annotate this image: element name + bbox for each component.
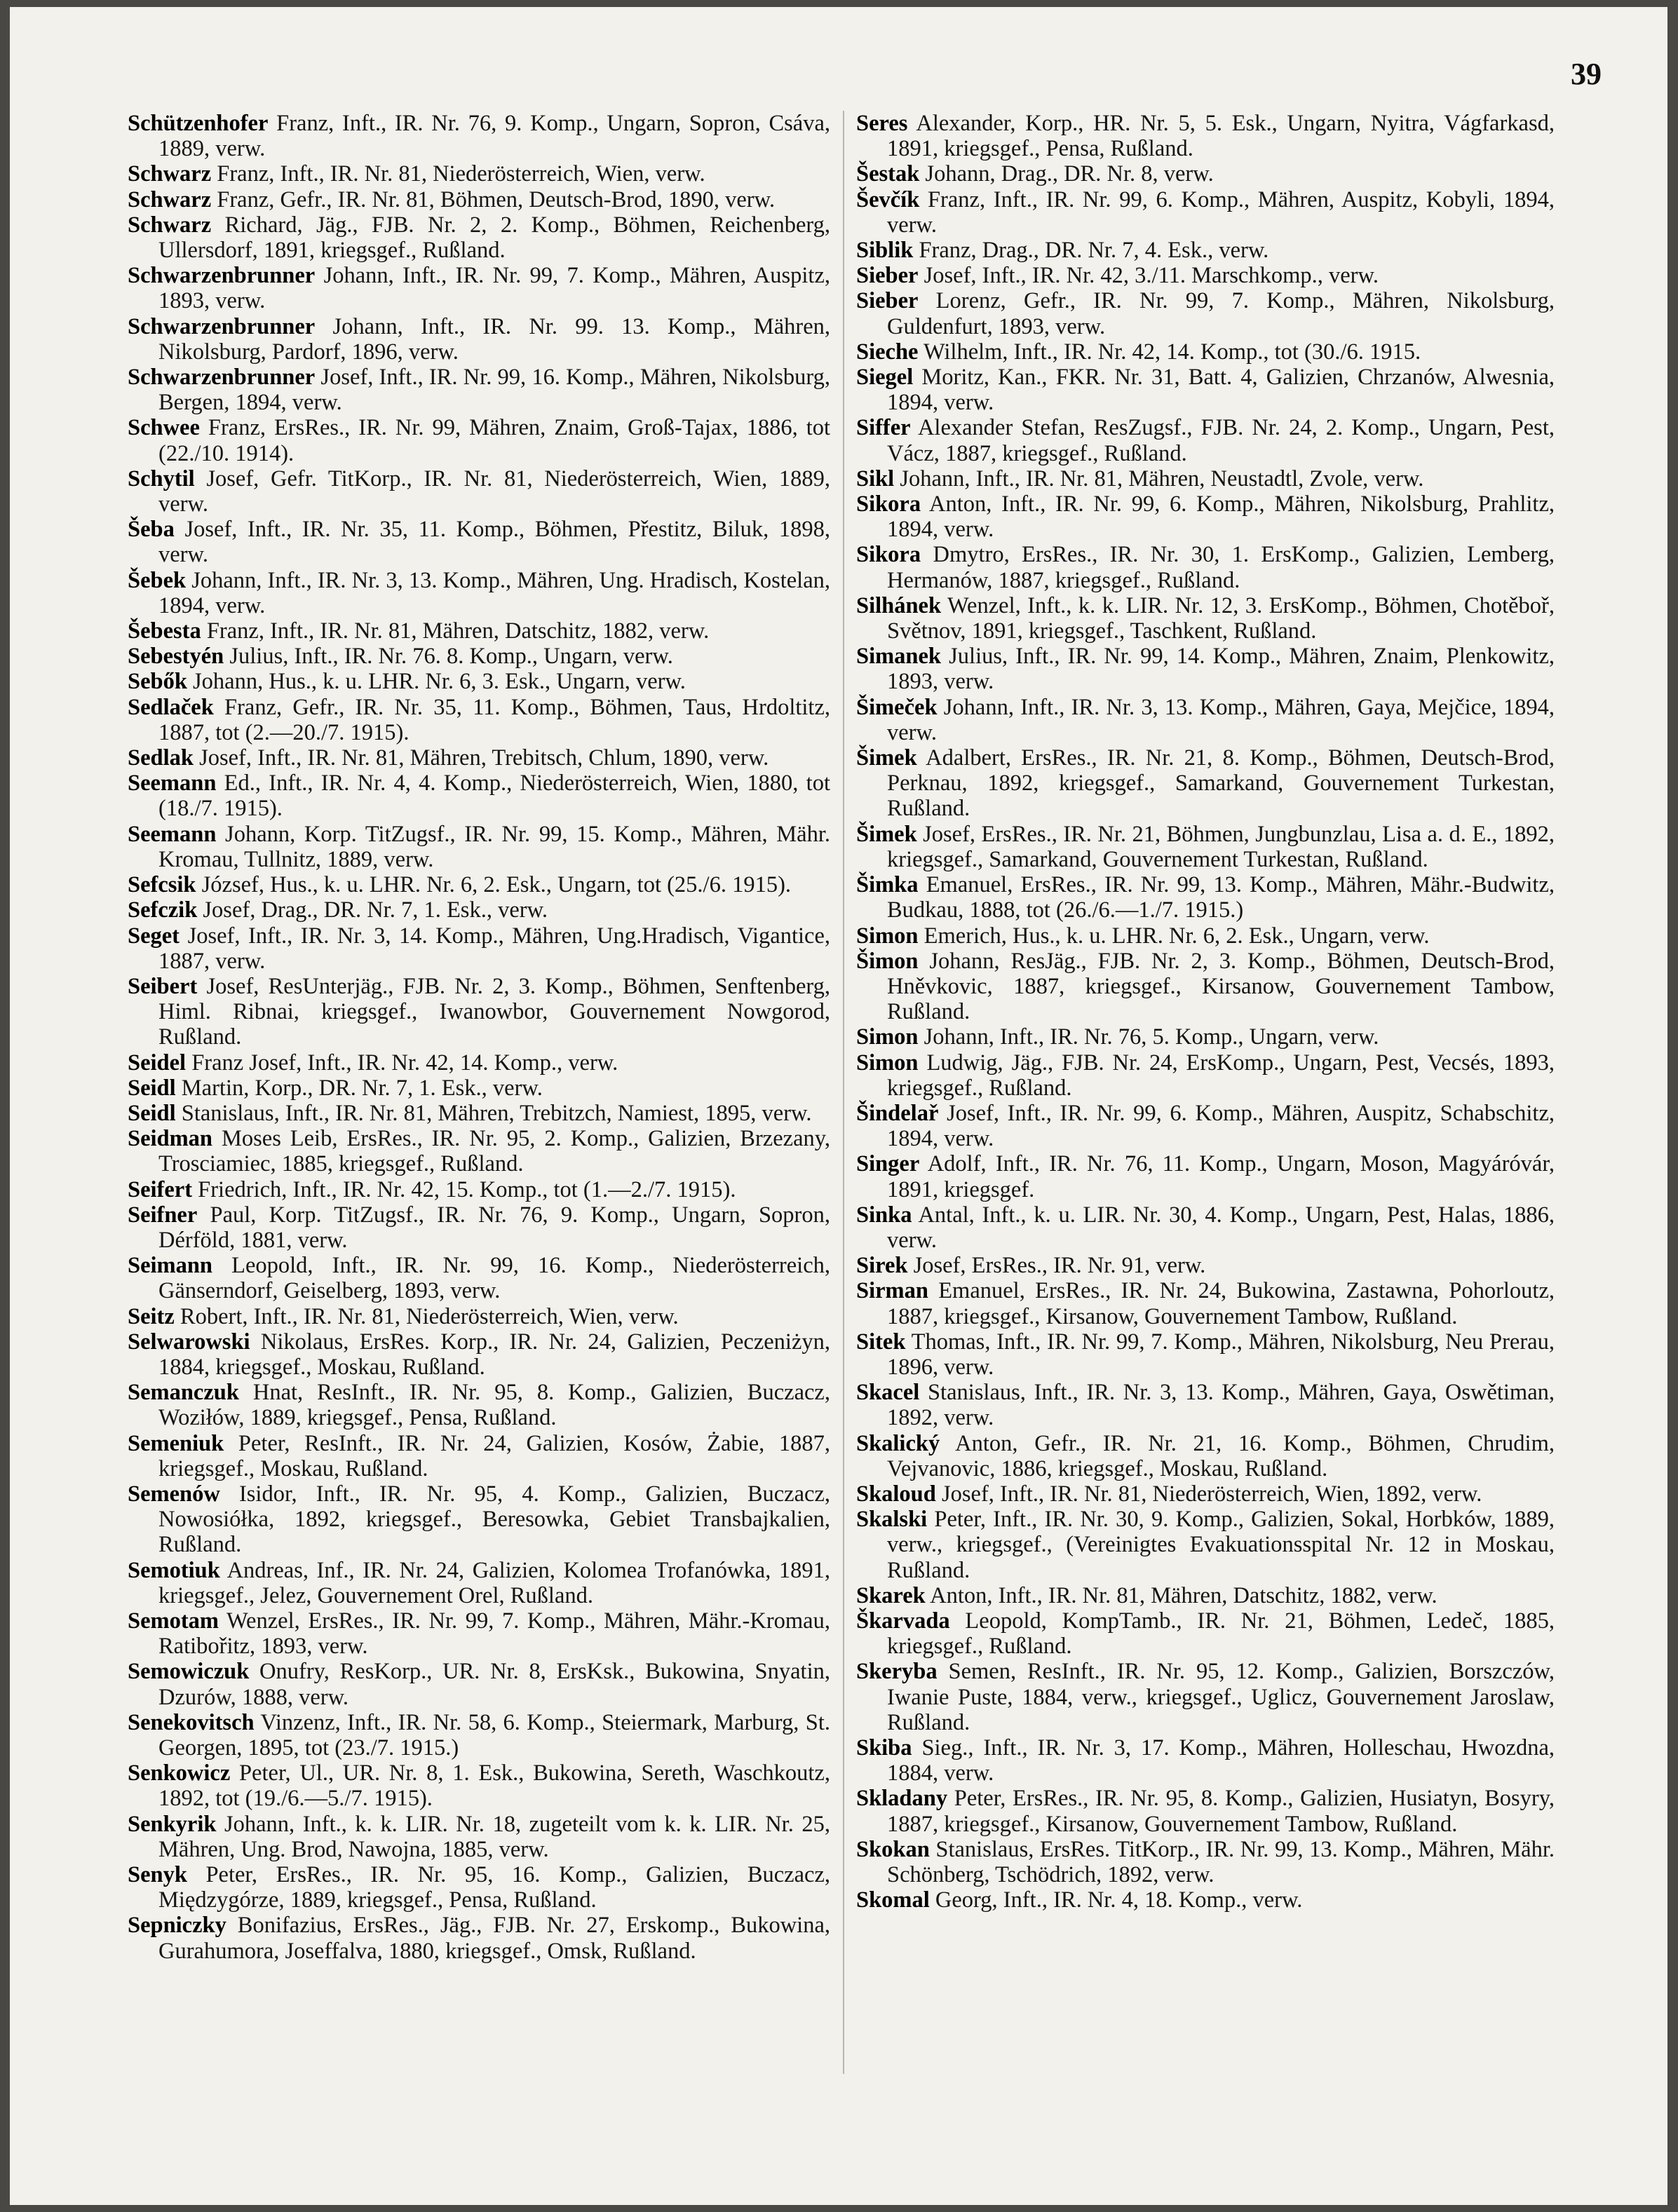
register-entry <box>856 1659 1555 1735</box>
entry-details: Franz, Inft., IR. Nr. 81, Niederösterreich, Wien, verw. <box>217 161 705 187</box>
entry-surname: Seemann <box>128 821 217 847</box>
register-entry <box>856 263 1555 288</box>
register-entry <box>856 1278 1555 1329</box>
entry-details: Isidor, Inft., IR. Nr. 95, 4. Komp., Galizien, Buczacz, Nowosiółka, 1892, kriegsgef., Beresowka, Gebiet Transbajkalien, Rußland. <box>158 1481 830 1558</box>
register-entry <box>856 872 1555 923</box>
entry-details: Moses Leib, ErsRes., IR. Nr. 95, 2. Komp., Galizien, Brzezany, Trosciamiec, 1885, kriegsgef., Rußland. <box>158 1126 831 1177</box>
entry-details: Martin, Korp., DR. Nr. 7, 1. Esk., verw. <box>181 1075 543 1101</box>
entry-surname: Sedlak <box>128 745 194 771</box>
entry-surname: Skalický <box>856 1430 940 1456</box>
register-entry <box>128 1177 830 1202</box>
entry-details: Leopold, Inft., IR. Nr. 99, 16. Komp., Niederösterreich, Gänserndorf, Geiselberg, 1893, verw. <box>158 1253 830 1304</box>
entry-details: Franz, Drag., DR. Nr. 7, 4. Esk., verw. <box>919 238 1269 264</box>
entry-details: Richard, Jäg., FJB. Nr. 2, 2. Komp., Böhmen, Reichenberg, Ullersdorf, 1891, kriegsgef., Rußland. <box>158 212 830 264</box>
register-entry <box>856 1024 1555 1050</box>
entry-details: Stanislaus, Inft., IR. Nr. 81, Mähren, Trebitzch, Namiest, 1895, verw. <box>181 1100 812 1126</box>
entry-surname: Skarek <box>856 1582 926 1608</box>
entry-surname: Šebek <box>128 567 187 593</box>
entry-details: Antal, Inft., k. u. LIR. Nr. 30, 4. Komp., Ungarn, Pest, Halas, 1886, verw. <box>887 1202 1555 1253</box>
entry-details: Wenzel, Inft., k. k. LIR. Nr. 12, 3. ErsKomp., Böhmen, Chotěboř, Světnov, 1891, kriegsgef., Taschkent, Rußland. <box>887 592 1555 644</box>
entry-surname: Seibert <box>128 973 198 999</box>
register-entry <box>856 1583 1555 1608</box>
entry-details: Johann, Inft., IR. Nr. 3, 13. Komp., Mähren, Gaya, Mejčice, 1894, verw. <box>887 694 1555 745</box>
entry-details: Josef, Inft., IR. Nr. 35, 11. Komp., Böhmen, Přestitz, Biluk, 1898, verw. <box>158 517 831 568</box>
register-entry <box>856 695 1555 745</box>
register-entry <box>128 1380 830 1430</box>
register-entry <box>128 897 830 923</box>
register-entry <box>128 644 830 669</box>
register-entry <box>856 1431 1555 1481</box>
register-entry <box>856 593 1555 644</box>
entry-surname: Skomal <box>856 1887 930 1913</box>
entry-surname: Sebestyén <box>128 644 224 670</box>
entry-details: Franz, ErsRes., IR. Nr. 99, Mähren, Znaim, Groß-Tajax, 1886, tot (22./10. 1914). <box>158 415 831 466</box>
entry-surname: Sefczik <box>128 897 198 923</box>
entry-surname: Senyk <box>128 1862 187 1888</box>
entry-details: Ludwig, Jäg., FJB. Nr. 24, ErsKomp., Ungarn, Pest, Vecsés, 1893, kriegsgef., Rußland. <box>887 1050 1555 1101</box>
entry-surname: Semotam <box>128 1608 219 1634</box>
register-entry <box>128 365 830 415</box>
register-entry <box>128 1304 830 1329</box>
entry-details: Johann, Drag., DR. Nr. 8, verw. <box>925 161 1214 187</box>
entry-details: Moritz, Kan., FKR. Nr. 31, Batt. 4, Galizien, Chrzanów, Alwesnia, 1894, verw. <box>887 365 1555 416</box>
register-entry <box>128 1760 830 1811</box>
entry-surname: Seimann <box>128 1253 213 1279</box>
register-entry <box>128 1431 830 1481</box>
register-entry <box>856 1151 1555 1202</box>
entry-surname: Senkowicz <box>128 1760 231 1786</box>
entry-surname: Simon <box>856 1050 919 1076</box>
register-entry <box>128 517 830 567</box>
entry-surname: Seidel <box>128 1050 187 1076</box>
entry-surname: Siblik <box>856 238 914 264</box>
entry-details: Franz, Gefr., IR. Nr. 35, 11. Komp., Böhmen, Taus, Hrdoltitz, 1887, tot (2.—20./7. 1915). <box>158 694 831 745</box>
entry-details: Wilhelm, Inft., IR. Nr. 42, 14. Komp., tot (30./6. 1915. <box>923 339 1421 365</box>
register-entry <box>856 822 1555 872</box>
register-entry <box>856 949 1555 1025</box>
entry-surname: Siffer <box>856 415 911 441</box>
register-entry <box>128 1862 830 1913</box>
register-entry <box>128 212 830 263</box>
register-entry <box>128 618 830 644</box>
entry-surname: Sebők <box>128 669 187 695</box>
entry-surname: Šebesta <box>128 618 201 644</box>
register-entry <box>856 542 1555 592</box>
register-entry <box>128 1101 830 1126</box>
register-entry <box>128 263 830 313</box>
entry-details: Josef, Gefr. TitKorp., IR. Nr. 81, Niederösterreich, Wien, 1889, verw. <box>158 466 831 517</box>
entry-details: Josef, ErsRes., IR. Nr. 21, Böhmen, Jungbunzlau, Lisa a. d. E., 1892, kriegsgef., Samarkand, Gouvernement Turkestan, Rußland. <box>887 821 1555 872</box>
entry-details: Johann, Inft., IR. Nr. 99, 7. Komp., Mähren, Auspitz, 1893, verw. <box>158 263 830 314</box>
register-entry <box>856 1380 1555 1430</box>
entry-details: Johann, Hus., k. u. LHR. Nr. 6, 3. Esk., Ungarn, verw. <box>193 669 686 695</box>
entry-details: Georg, Inft., IR. Nr. 4, 18. Komp., verw. <box>935 1887 1303 1913</box>
register-entry <box>856 1101 1555 1151</box>
entry-details: Josef, Inft., IR. Nr. 3, 14. Komp., Mähren, Ung.Hradisch, Vigantice, 1887, verw. <box>158 923 831 974</box>
entry-details: Vinzenz, Inft., IR. Nr. 58, 6. Komp., Steiermark, Marburg, St. Georgen, 1895, tot (23./7. 1915.) <box>158 1709 830 1760</box>
entry-details: Franz Josef, Inft., IR. Nr. 42, 14. Komp., verw. <box>191 1050 618 1076</box>
entry-surname: Sitek <box>856 1329 906 1355</box>
entry-details: Peter, ResInft., IR. Nr. 24, Galizien, Kosów, Żabie, 1887, kriegsgef., Moskau, Rußland. <box>158 1430 831 1481</box>
entry-surname: Seifert <box>128 1176 193 1202</box>
register-entry <box>856 644 1555 694</box>
entry-surname: Skladany <box>856 1786 948 1812</box>
entry-details: Onufry, ResKorp., UR. Nr. 8, ErsKsk., Bukowina, Snyatin, Dzurów, 1888, verw. <box>158 1659 830 1710</box>
entry-surname: Schwarz <box>128 161 212 187</box>
entry-surname: Singer <box>856 1151 920 1177</box>
entry-surname: Schwarzenbrunner <box>128 365 316 391</box>
entry-details: Peter, Inft., IR. Nr. 30, 9. Komp., Galizien, Sokal, Horbków, 1889, verw., kriegsgef., (Vereinigtes Evakuationsspital Nr. 12 in Moskau, Rußland. <box>887 1507 1555 1583</box>
entry-surname: Šimek <box>856 821 917 847</box>
entry-surname: Šindelař <box>856 1100 939 1126</box>
entry-details: Alexander Stefan, ResZugsf., FJB. Nr. 24, 2. Komp., Ungarn, Pest, Vácz, 1887, kriegsgef., Rußland. <box>887 415 1555 466</box>
register-entry <box>856 1050 1555 1101</box>
register-entry <box>856 745 1555 822</box>
entry-surname: Seget <box>128 923 180 949</box>
entry-details: Johann, Inft., IR. Nr. 76, 5. Komp., Ungarn, verw. <box>923 1024 1379 1050</box>
entry-details: Johann, ResJäg., FJB. Nr. 2, 3. Komp., Böhmen, Deutsch-Brod, Hněvkovic, 1887, kriegsgef., Kirsanow, Gouvernement Tambow, Rußland. <box>887 948 1555 1025</box>
register-entry <box>128 415 830 466</box>
entry-surname: Sepniczky <box>128 1913 226 1939</box>
register-entry <box>856 238 1555 263</box>
entry-details: Adolf, Inft., IR. Nr. 76, 11. Komp., Ungarn, Moson, Magyáróvár, 1891, kriegsgef. <box>887 1151 1555 1202</box>
register-entry <box>128 1126 830 1176</box>
register-entry <box>128 111 830 161</box>
entry-surname: Seidl <box>128 1075 176 1101</box>
entry-details: Alexander, Korp., HR. Nr. 5, 5. Esk., Ungarn, Nyitra, Vágfarkasd, 1891, kriegsgef., Pensa, Rußland. <box>887 111 1555 162</box>
register-entry <box>856 1837 1555 1887</box>
entry-surname: Skalski <box>856 1507 928 1533</box>
register-entry <box>128 1050 830 1076</box>
entry-surname: Siegel <box>856 365 914 391</box>
entry-surname: Šestak <box>856 161 920 187</box>
entry-details: Semen, ResInft., IR. Nr. 95, 12. Komp., Galizien, Borszczów, Iwanie Puste, 1884, verw., kriegsgef., Uglicz, Gouvernement Jaroslaw, Rußland. <box>887 1659 1555 1735</box>
entry-details: Sieg., Inft., IR. Nr. 3, 17. Komp., Mähren, Holleschau, Hwozdna, 1884, verw. <box>887 1735 1555 1786</box>
column-divider <box>843 111 844 2074</box>
entry-details: Paul, Korp. TitZugsf., IR. Nr. 76, 9. Komp., Ungarn, Sopron, Dérföld, 1881, verw. <box>158 1202 830 1253</box>
right-column <box>856 111 1555 1913</box>
entry-details: Johann, Inft., IR. Nr. 3, 13. Komp., Mähren, Ung. Hradisch, Kostelan, 1894, verw. <box>158 567 831 618</box>
entry-details: Robert, Inft., IR. Nr. 81, Niederösterreich, Wien, verw. <box>180 1303 679 1329</box>
entry-details: Anton, Inft., IR. Nr. 99, 6. Komp., Mähren, Nikolsburg, Prahlitz, 1894, verw. <box>887 491 1555 543</box>
register-entry <box>856 187 1555 238</box>
entry-details: Stanislaus, Inft., IR. Nr. 3, 13. Komp., Mähren, Gaya, Oswětiman, 1892, verw. <box>887 1380 1555 1431</box>
entry-surname: Sikl <box>856 466 895 491</box>
entry-surname: Šimeček <box>856 694 938 720</box>
register-entry <box>856 365 1555 415</box>
entry-surname: Sieber <box>856 263 919 289</box>
register-entry <box>128 771 830 821</box>
entry-surname: Schwarz <box>128 186 212 212</box>
entry-surname: Semeniuk <box>128 1430 224 1456</box>
entry-details: Johann, Inft., IR. Nr. 81, Mähren, Neustadtl, Zvole, verw. <box>900 466 1424 491</box>
entry-details: Wenzel, ErsRes., IR. Nr. 99, 7. Komp., Mähren, Mähr.-Kromau, Ratibořitz, 1893, verw. <box>158 1608 830 1660</box>
entry-surname: Skiba <box>856 1735 912 1760</box>
entry-surname: Silhánek <box>856 592 942 618</box>
register-entry <box>856 491 1555 542</box>
entry-details: Emanuel, ErsRes., IR. Nr. 99, 13. Komp., Mähren, Mähr.-Budwitz, Budkau, 1888, tot (26./6.—1./7. 1915.) <box>887 872 1555 923</box>
entry-surname: Simanek <box>856 644 942 670</box>
entry-details: Johann, Korp. TitZugsf., IR. Nr. 99, 15. Komp., Mähren, Mähr. Kromau, Tullnitz, 1889, verw. <box>158 821 831 872</box>
entry-surname: Seidl <box>128 1100 176 1126</box>
entry-details: Thomas, Inft., IR. Nr. 99, 7. Komp., Mähren, Nikolsburg, Neu Prerau, 1896, verw. <box>887 1329 1555 1380</box>
entry-surname: Schwee <box>128 415 200 441</box>
entry-surname: Skaloud <box>856 1481 936 1507</box>
entry-details: Franz, Inft., IR. Nr. 76, 9. Komp., Ungarn, Sopron, Csáva, 1889, verw. <box>158 111 831 162</box>
entry-surname: Šeba <box>128 517 175 543</box>
entry-surname: Ševčík <box>856 186 920 212</box>
entry-details: Anton, Inft., IR. Nr. 81, Mähren, Datschitz, 1882, verw. <box>930 1582 1437 1608</box>
entry-details: Franz, Inft., IR. Nr. 81, Mähren, Datschitz, 1882, verw. <box>206 618 710 644</box>
page-number: 39 <box>1571 57 1602 91</box>
entry-surname: Škarvada <box>856 1608 950 1634</box>
entry-details: Nikolaus, ErsRes. Korp., IR. Nr. 24, Galizien, Peczeniżyn, 1884, kriegsgef., Moskau, Rußland. <box>158 1329 830 1380</box>
entry-surname: Seifner <box>128 1202 198 1228</box>
entry-surname: Schwarzenbrunner <box>128 313 316 339</box>
entry-surname: Sefcsik <box>128 872 196 898</box>
register-entry <box>128 1253 830 1303</box>
entry-details: Dmytro, ErsRes., IR. Nr. 30, 1. ErsKomp., Galizien, Lemberg, Hermanów, 1887, kriegsgef., Rußland. <box>887 542 1555 593</box>
entry-details: Bonifazius, ErsRes., Jäg., FJB. Nr. 27, Erskomp., Bukowina, Gurahumora, Joseffalva, 1880, kriegsgef., Omsk, Rußland. <box>158 1913 831 1964</box>
entry-details: Friedrich, Inft., IR. Nr. 42, 15. Komp., tot (1.—2./7. 1915). <box>198 1176 736 1202</box>
entry-surname: Seitz <box>128 1303 175 1329</box>
entry-details: Josef, Inft., IR. Nr. 81, Mähren, Trebitsch, Chlum, 1890, verw. <box>199 745 769 771</box>
register-entry <box>856 161 1555 186</box>
entry-surname: Semanczuk <box>128 1380 239 1406</box>
register-entry <box>856 415 1555 466</box>
entry-details: Josef, ErsRes., IR. Nr. 91, verw. <box>913 1253 1206 1279</box>
entry-surname: Selwarowski <box>128 1329 250 1355</box>
register-entry <box>128 822 830 872</box>
entry-surname: Šimek <box>856 745 917 771</box>
entry-surname: Skokan <box>856 1836 930 1862</box>
entry-details: Josef, Inft., IR. Nr. 99, 6. Komp., Mähren, Auspitz, Schabschitz, 1894, verw. <box>887 1100 1555 1152</box>
entry-details: Josef, ResUnterjäg., FJB. Nr. 2, 3. Komp., Böhmen, Senftenberg, Himl. Ribnai, kriegsgef., Iwanowbor, Gouvernement Nowgorod, Rußland. <box>158 973 831 1050</box>
register-entry <box>128 314 830 365</box>
register-entry <box>856 1786 1555 1836</box>
entry-details: Emerich, Hus., k. u. LHR. Nr. 6, 2. Esk., Ungarn, verw. <box>923 923 1430 949</box>
register-entry <box>856 1887 1555 1913</box>
entry-surname: Simon <box>856 1024 919 1050</box>
entry-surname: Schützenhofer <box>128 111 269 136</box>
entry-surname: Sikora <box>856 491 921 517</box>
entry-surname: Semenów <box>128 1481 220 1507</box>
register-entry <box>128 1558 830 1608</box>
register-entry <box>856 1253 1555 1278</box>
register-entry <box>128 1812 830 1862</box>
entry-surname: Sedlaček <box>128 694 214 720</box>
entry-details: Franz, Inft., IR. Nr. 99, 6. Komp., Mähren, Auspitz, Kobyli, 1894, verw. <box>887 186 1555 238</box>
entry-surname: Sieber <box>856 288 919 314</box>
entry-surname: Sirman <box>856 1278 928 1304</box>
register-entry <box>128 1076 830 1101</box>
register-entry <box>856 923 1555 949</box>
entry-surname: Skeryba <box>856 1659 938 1685</box>
entry-surname: Skacel <box>856 1380 920 1406</box>
entry-details: Anton, Gefr., IR. Nr. 21, 16. Komp., Böhmen, Chrudim, Vejvanovic, 1886, kriegsgef., Moskau, Rußland. <box>887 1430 1555 1481</box>
entry-details: József, Hus., k. u. LHR. Nr. 6, 2. Esk., Ungarn, tot (25./6. 1915). <box>201 872 792 898</box>
entry-details: Leopold, KompTamb., IR. Nr. 21, Böhmen, Ledeč, 1885, kriegsgef., Rußland. <box>887 1608 1555 1660</box>
register-entry <box>856 288 1555 339</box>
register-entry <box>128 1913 830 1963</box>
entry-surname: Sieche <box>856 339 919 365</box>
register-entry <box>128 1608 830 1659</box>
entry-details: Emanuel, ErsRes., IR. Nr. 24, Bukowina, Zastawna, Pohorloutz, 1887, kriegsgef., Kirsanow, Gouvernement Tambow, Rußland. <box>887 1278 1555 1329</box>
register-entry <box>856 466 1555 491</box>
register-entry <box>128 1710 830 1760</box>
register-entry <box>856 339 1555 365</box>
left-column <box>128 111 830 1964</box>
entry-surname: Simon <box>856 923 919 949</box>
entry-details: Johann, Inft., k. k. LIR. Nr. 18, zugeteilt vom k. k. LIR. Nr. 25, Mähren, Ung. Brod, Nawojna, 1885, verw. <box>158 1811 830 1862</box>
register-entry <box>856 1329 1555 1380</box>
register-entry <box>128 1329 830 1380</box>
entry-surname: Senkyrik <box>128 1811 217 1837</box>
entry-details: Ed., Inft., IR. Nr. 4, 4. Komp., Niederösterreich, Wien, 1880, tot (18./7. 1915). <box>158 771 830 822</box>
register-entry <box>128 669 830 694</box>
entry-details: Josef, Inft., IR. Nr. 42, 3./11. Marschkomp., verw. <box>923 263 1379 289</box>
entry-surname: Semowiczuk <box>128 1659 250 1685</box>
document-page <box>10 7 1667 2205</box>
entry-details: Andreas, Inf., IR. Nr. 24, Galizien, Kolomea Trofanówka, 1891, kriegsgef., Jelez, Gouvernement Orel, Rußland. <box>158 1557 830 1608</box>
entry-details: Peter, ErsRes., IR. Nr. 95, 8. Komp., Galizien, Husiatyn, Bosyry, 1887, kriegsgef., Kirsanow, Gouvernement Tambow, Rußland. <box>887 1786 1555 1837</box>
register-entry <box>128 872 830 897</box>
register-entry <box>128 1659 830 1709</box>
register-entry <box>856 111 1555 161</box>
register-entry <box>128 695 830 745</box>
register-entry <box>856 1481 1555 1507</box>
entry-surname: Schytil <box>128 466 195 491</box>
entry-details: Hnat, ResInft., IR. Nr. 95, 8. Komp., Galizien, Buczacz, Woziłów, 1889, kriegsgef., Pensa, Rußland. <box>158 1380 830 1431</box>
entry-details: Josef, Inft., IR. Nr. 99, 16. Komp., Mähren, Nikolsburg, Bergen, 1894, verw. <box>158 365 830 416</box>
entry-details: Julius, Inft., IR. Nr. 99, 14. Komp., Mähren, Znaim, Plenkowitz, 1893, verw. <box>887 644 1555 695</box>
register-entry <box>856 1735 1555 1786</box>
register-entry <box>128 974 830 1050</box>
register-entry <box>128 1481 830 1558</box>
entry-details: Peter, ErsRes., IR. Nr. 95, 16. Komp., Galizien, Buczacz, Międzygórze, 1889, kriegsgef., Pensa, Rußland. <box>158 1862 830 1913</box>
entry-surname: Šimka <box>856 872 919 898</box>
entry-surname: Seidman <box>128 1126 213 1152</box>
entry-surname: Sinka <box>856 1202 912 1228</box>
register-entry <box>856 1507 1555 1583</box>
entry-surname: Senekovitsch <box>128 1709 255 1735</box>
entry-details: Julius, Inft., IR. Nr. 76. 8. Komp., Ungarn, verw. <box>229 644 673 670</box>
register-entry <box>128 923 830 974</box>
entry-surname: Seres <box>856 111 908 136</box>
register-entry <box>128 466 830 517</box>
register-entry <box>856 1608 1555 1659</box>
entry-details: Johann, Inft., IR. Nr. 99. 13. Komp., Mähren, Nikolsburg, Pardorf, 1896, verw. <box>158 313 830 365</box>
entry-details: Adalbert, ErsRes., IR. Nr. 21, 8. Komp., Böhmen, Deutsch-Brod, Perknau, 1892, kriegsgef., Samarkand, Gouvernement Turkestan, Rußland. <box>887 745 1555 822</box>
entry-details: Josef, Inft., IR. Nr. 81, Niederösterreich, Wien, 1892, verw. <box>941 1481 1482 1507</box>
entry-surname: Šimon <box>856 948 919 974</box>
entry-details: Stanislaus, ErsRes. TitKorp., IR. Nr. 99, 13. Komp., Mähren, Mähr. Schönberg, Tschödrich, 1892, verw. <box>887 1836 1555 1888</box>
entry-details: Josef, Drag., DR. Nr. 7, 1. Esk., verw. <box>203 897 548 923</box>
entry-details: Peter, Ul., UR. Nr. 8, 1. Esk., Bukowina, Sereth, Waschkoutz, 1892, tot (19./6.—5./7. 1915). <box>158 1760 830 1812</box>
register-entry <box>128 568 830 618</box>
entry-surname: Sikora <box>856 542 921 568</box>
entry-details: Franz, Gefr., IR. Nr. 81, Böhmen, Deutsch-Brod, 1890, verw. <box>217 186 776 212</box>
entry-surname: Schwarz <box>128 212 212 238</box>
entry-details: Lorenz, Gefr., IR. Nr. 99, 7. Komp., Mähren, Nikolsburg, Guldenfurt, 1893, verw. <box>887 288 1555 339</box>
register-entry <box>128 187 830 212</box>
entry-surname: Schwarzenbrunner <box>128 263 316 289</box>
register-entry <box>128 745 830 771</box>
register-entry <box>856 1202 1555 1253</box>
entry-surname: Sirek <box>856 1253 908 1279</box>
entry-surname: Semotiuk <box>128 1557 220 1583</box>
register-entry <box>128 1202 830 1253</box>
entry-surname: Seemann <box>128 771 217 796</box>
register-entry <box>128 161 830 186</box>
